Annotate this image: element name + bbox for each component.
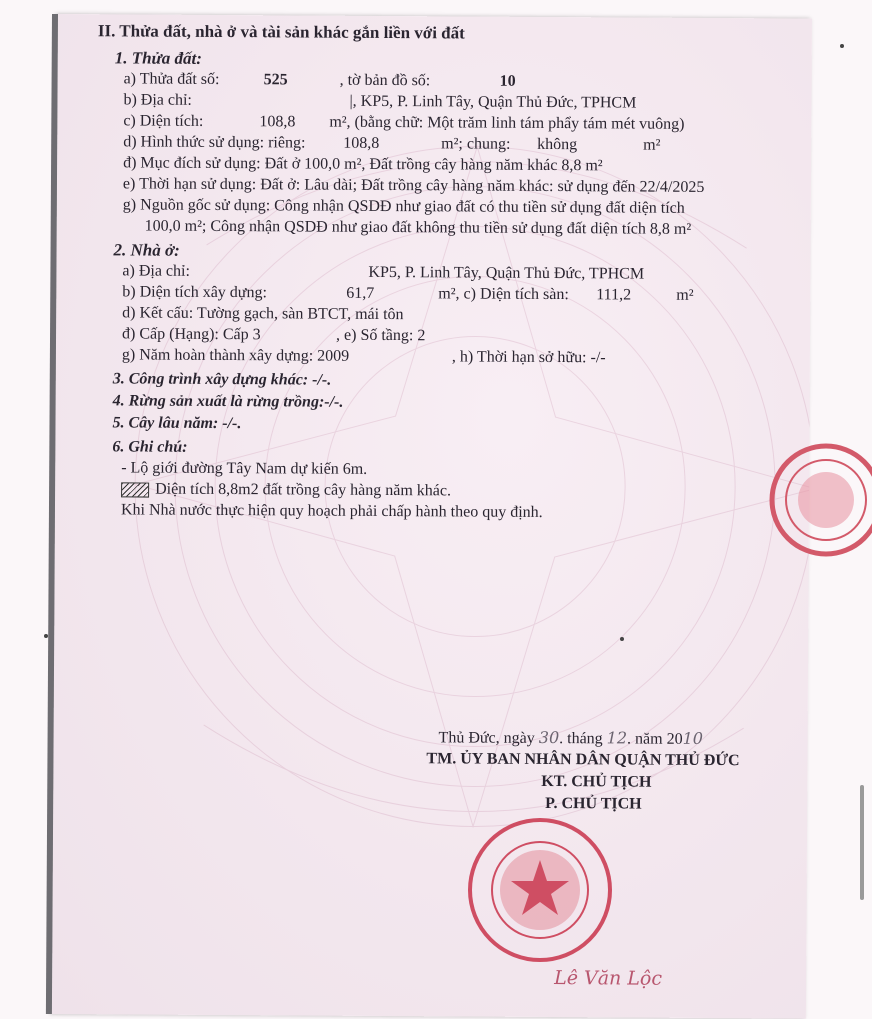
speck [620,637,624,641]
land-area-label: c) Diện tích: [123,112,204,130]
section-title: II. Thửa đất, nhà ở và tài sản khác gắn liền với đất [97,21,465,43]
house-ownership-term: , h) Thời hạn sở hữu: -/- [451,348,606,367]
land-map-label: , tờ bản đồ số: [339,71,431,90]
note-annual-crop-text: Diện tích 8,8m2 đất trồng cây hàng năm khác. [155,480,452,500]
note-annual-crop [121,480,451,500]
note-road-boundary: - Lộ giới đường Tây Nam dự kiến 6m. [121,459,368,478]
usage-form-label: d) Hình thức sử dụng: riêng: [123,133,306,152]
house-address-value: KP5, P. Linh Tây, Quận Thủ Đức, TPHCM [368,263,645,283]
house-floor-area-value: 111,2 [596,286,632,304]
usage-shared-label: m²; chung: [441,135,511,153]
usage-shared-value: không [537,135,578,154]
partial-red-seal-right [766,440,872,560]
house-build-area-label: b) Diện tích xây dựng: [122,283,267,302]
sign-date-prefix: Thủ Đức, ngày [438,729,535,747]
land-parcel-number: 525 [263,71,288,89]
sign-vice-chair: P. CHỦ TỊCH [545,794,642,813]
usage-origin-line2: 100,0 m²; Công nhận QSDĐ như giao đất không thu tiền sử dụng đất diện tích 8,8 m² [144,217,692,238]
notes-heading: 6. Ghi chú: [112,438,188,456]
production-forest: 4. Rừng sản xuất là rừng trồng:-/-. [112,392,344,411]
speck [44,634,48,638]
sign-date [439,728,703,749]
land-address-label: b) Địa chỉ: [123,91,192,109]
house-floor-area-unit: m² [676,286,694,304]
usage-origin-line1: g) Nguồn gốc sử dụng: Công nhận QSDĐ như giao đất có thu tiền sử dụng đất diện tích [122,196,685,217]
house-grade: đ) Cấp (Hạng): Cấp 3 [121,325,261,344]
signer-name: Lê Văn Lộc [554,967,663,990]
land-address-value: |, KP5, P. Linh Tây, Quận Thủ Đức, TPHCM [349,92,637,112]
perennial-trees: 5. Cây lâu năm: -/-. [112,414,242,433]
house-floors: , e) Số tầng: 2 [335,326,426,345]
house-build-area-value: 61,7 [346,284,375,302]
speck [840,44,844,48]
land-heading: 1. Thửa đất: [114,48,202,68]
house-heading: 2. Nhà ở: [113,240,180,260]
land-map-number: 10 [499,72,516,90]
land-area-words: m², (bằng chữ: Một trăm linh tám phẩy tám mét vuông) [329,113,685,133]
sign-org: TM. ỦY BAN NHÂN DÂN QUẬN THỦ ĐỨC [426,750,740,770]
note-planning: Khi Nhà nước thực hiện quy hoạch phải chấp hành theo quy định. [120,501,543,521]
house-structure: d) Kết cấu: Tường gạch, sàn BTCT, mái tôn [122,304,404,324]
hatch-legend-icon [121,482,149,497]
land-area-value: 108,8 [259,113,296,131]
sign-year-label: . năm 20 [626,730,683,748]
usage-unit: m² [643,136,661,154]
sign-month-label: . tháng [559,730,603,748]
usage-term: e) Thời hạn sử dụng: Đất ở: Lâu dài; Đất trồng cây hàng năm khác: sử dụng đến 22/4/2025 [122,175,705,196]
house-completion-year: g) Năm hoàn thành xây dựng: 2009 [121,346,350,365]
usage-private-value: 108,8 [343,134,380,152]
scrollbar[interactable] [860,785,864,900]
usage-purpose: đ) Mục đích sử dụng: Đất ở 100,0 m², Đất trồng cây hàng năm khác 8,8 m² [123,154,603,175]
sign-day: 30 [538,727,560,748]
land-parcel-label: a) Thửa đất số: [123,70,220,88]
other-works: 3. Công trình xây dựng khác: -/-. [112,370,332,389]
certificate-page [52,14,812,1019]
house-floor-area-label: m², c) Diện tích sàn: [438,285,569,304]
sign-month: 12 [606,728,628,748]
house-address-label: a) Địa chỉ: [122,262,191,280]
sign-kt: KT. CHỦ TỊCH [541,772,652,791]
official-red-seal [465,815,615,965]
sign-year-suffix: 10 [682,728,704,748]
